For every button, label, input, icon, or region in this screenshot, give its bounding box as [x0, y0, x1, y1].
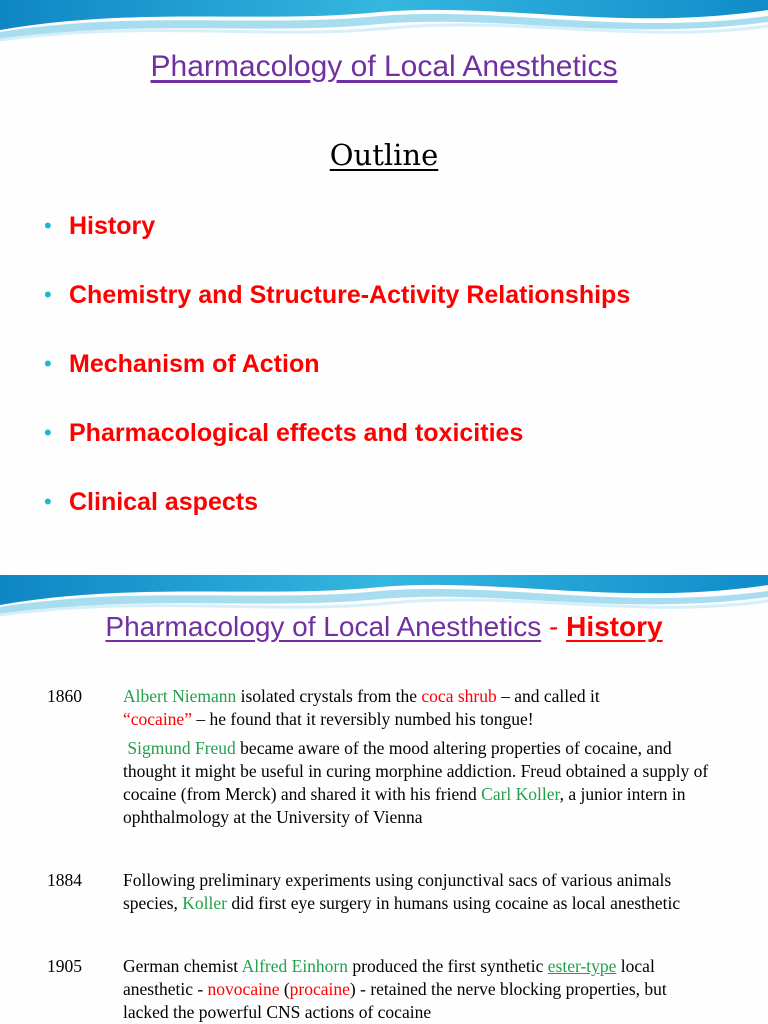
- person-name: Albert Niemann: [123, 686, 237, 706]
- title-main: Pharmacology of Local Anesthetics: [105, 611, 542, 642]
- outline-heading: Outline: [329, 138, 439, 172]
- bullet-icon: •: [44, 213, 52, 238]
- slide-history: [0, 575, 768, 1024]
- entry-text-niemann: Albert Niemann isolated crystals from the coca shrub – and called it “cocaine” – he found that it reversibly numbed his tongue!: [123, 686, 600, 729]
- highlight-term: coca shrub: [421, 686, 497, 706]
- highlight-term: procaine: [289, 979, 350, 999]
- outline-item: • Clinical aspects: [44, 482, 630, 551]
- person-name: Carl Koller: [481, 784, 560, 804]
- outline-item: • Mechanism of Action: [44, 344, 630, 413]
- highlight-term: ester-type: [547, 956, 617, 976]
- entry-year: 1860: [47, 686, 82, 706]
- outline-item: • Chemistry and Structure-Activity Relationships: [44, 275, 630, 344]
- bullet-icon: •: [44, 420, 52, 445]
- slide-title: Pharmacology of Local Anesthetics: [150, 50, 618, 83]
- entry-year: 1884: [47, 870, 82, 890]
- slide-title: [0, 611, 768, 643]
- title-section: History: [566, 611, 663, 642]
- highlight-term: “cocaine”: [123, 709, 192, 729]
- entry-text-koller: Following preliminary experiments using conjunctival sacs of various animals species, Koller did first eye surgery in humans using cocaine as local anesthetic: [123, 870, 681, 913]
- person-name: Sigmund Freud: [127, 738, 236, 758]
- bullet-icon: •: [44, 351, 52, 376]
- outline-item: • Pharmacological effects and toxicities: [44, 413, 630, 482]
- entry-text-freud: Sigmund Freud became aware of the mood altering properties of cocaine, and thought it might be useful in curing morphine addiction. Freud obtained a supply of cocaine (from Merck) and shared it with his friend Carl Koller, a junior intern in ophthalmology at the University of Vienna: [123, 738, 709, 827]
- bullet-icon: •: [44, 282, 52, 307]
- title-dash: -: [549, 611, 559, 642]
- bullet-icon: •: [44, 489, 52, 514]
- person-name: Koller: [182, 893, 228, 913]
- person-name: Alfred Einhorn: [241, 956, 349, 976]
- outline-item: • History: [44, 206, 630, 275]
- highlight-term: novocaine: [207, 979, 280, 999]
- entry-year: 1905: [47, 956, 82, 976]
- outline-list: [44, 206, 630, 551]
- entry-text-einhorn: German chemist Alfred Einhorn produced the first synthetic ester-type local anesthetic - novocaine (procaine) - retained the nerve blocking properties, but lacked the powerful CNS actions of cocaine: [123, 956, 667, 1022]
